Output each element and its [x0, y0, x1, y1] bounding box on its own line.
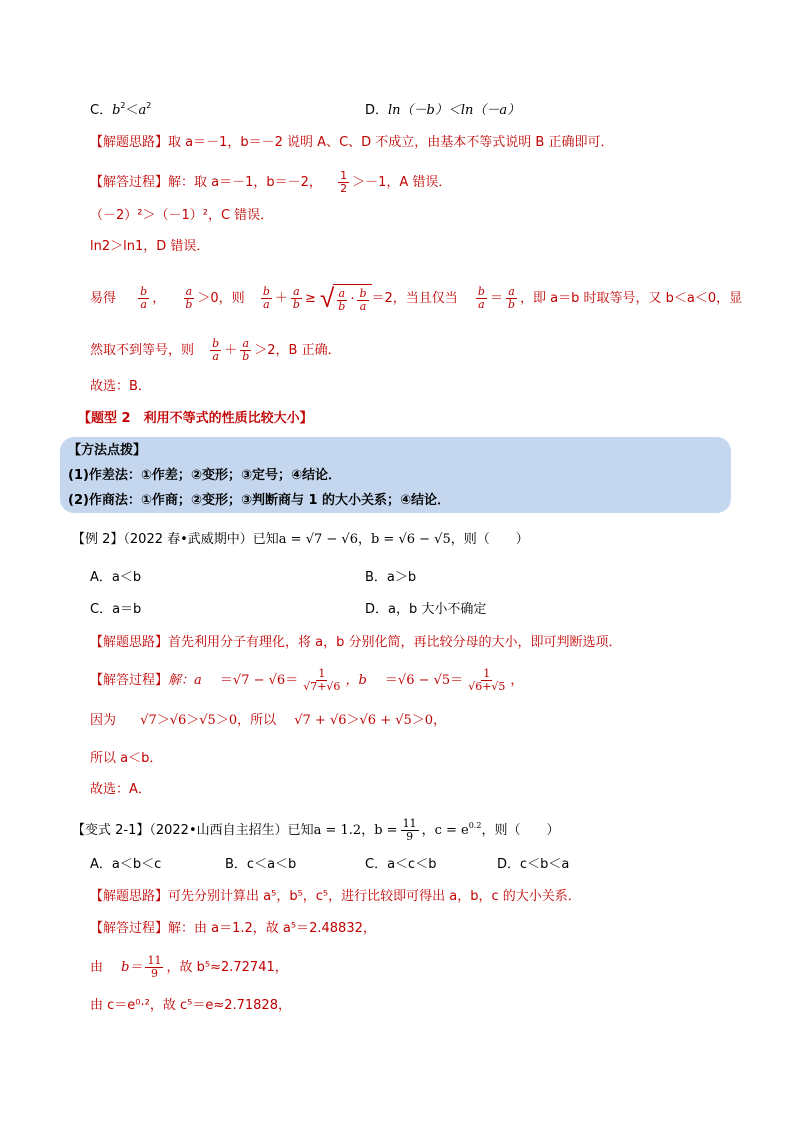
var21-proc-tag: 【解答过程】: [90, 921, 169, 936]
var21-option-a: A．a＜b＜c: [90, 857, 162, 872]
eq-sign: ＝: [489, 291, 503, 306]
var21-idea: [90, 888, 581, 906]
frac-b-over-a-2: $\frac{b}{a}$: [262, 285, 270, 311]
ex1-process-line3: ln2＞ln1，D 错误．: [90, 239, 210, 254]
ex2-idea: [90, 634, 622, 652]
ex2-proc-expr1: ＝√7 − √6＝: [219, 673, 299, 688]
method-item-1: (1)作差法：①作差；②变形；③定号；④结论．: [68, 468, 341, 483]
ex2-cond: a = √7 − √6，b = √6 − √5，则（ ）: [278, 532, 529, 547]
ex2-proc-b: ，b: [345, 673, 367, 688]
option-c-right-base: a: [138, 103, 147, 118]
section-2-title: 【题型 2 利用不等式的性质比较大小】: [78, 411, 313, 426]
ex2-because-mid: √7＞√6＞√5＞0，所以: [140, 713, 277, 728]
ex1-process-line2: （－2）²＞（－1）²，C 错误．: [90, 208, 274, 223]
ex2-because: [90, 712, 446, 730]
idea-tag: 【解题思路】: [90, 135, 169, 150]
ex2-because-tail: √7 + √6＞√6 + √5＞0，: [294, 713, 447, 728]
line4-mid: ＞0，则: [197, 291, 245, 306]
option-c-left-exp: 2: [120, 101, 126, 110]
option-c-row: [90, 102, 151, 120]
ex1-answer: 故选：B．: [90, 379, 151, 394]
var21-proc-line1: [90, 920, 376, 938]
var21-proc-line2: [90, 955, 288, 981]
process-tail: ＞－1，A 错误．: [352, 175, 452, 190]
process-lead: 解：取 a＝－1，b＝－2，: [168, 175, 322, 190]
var21-idea-tag: 【解题思路】: [90, 889, 169, 904]
ex2-question: [72, 531, 529, 549]
sqrt-product: √ $\frac{a}{b}$ · $\frac{b}{a}$: [320, 284, 372, 313]
ex1-process-line1: [90, 170, 451, 195]
var21-option-b: B．c＜a＜b: [225, 857, 297, 872]
frac-a-over-b-4: $\frac{a}{b}$: [242, 337, 250, 363]
ex2-head: 【例 2】（2022 春•武威期中）已知: [72, 532, 279, 547]
var21-line2-tail: ，故 b⁵≈2.72741，: [166, 960, 288, 975]
var21-proc-line3: 由 c＝e⁰·²，故 c⁵＝e≈2.71828，: [90, 998, 291, 1013]
ge-sign: ≥: [304, 291, 316, 306]
option-c-right-exp: 2: [146, 101, 152, 110]
ex2-idea-tag: 【解题思路】: [90, 635, 169, 650]
ex1-process-line4: [90, 284, 742, 313]
var21-cond-b: ，c = e: [421, 823, 469, 838]
frac-b-over-a: $\frac{b}{a}$: [140, 285, 148, 311]
frac-a-over-b-3: $\frac{a}{b}$: [507, 285, 516, 311]
var21-line2-lead: 由: [90, 960, 104, 975]
option-d-row: [365, 102, 520, 120]
ex2-idea-text: 首先利用分子有理化，将 a，b 分别化简，再比较分母的大小，即可判断选项．: [168, 635, 622, 650]
option-c-lt: ＜: [125, 103, 139, 118]
var21-question: [72, 818, 559, 844]
line4-lead: 易得: [90, 291, 117, 306]
option-c-left-base: b: [112, 103, 121, 118]
ex2-option-b: B．a＞b: [365, 570, 417, 585]
var21-proc-line1-text: 解：由 a＝1.2，故 a⁵＝2.48832，: [168, 921, 376, 936]
ex2-proc-a: 解：a: [168, 673, 202, 688]
option-d-label: D．: [365, 103, 389, 118]
line4-tail: ，即 a＝b 时取等号，又 b＜a＜0，显: [520, 291, 743, 306]
process-tag: 【解答过程】: [90, 175, 169, 190]
var21-frac: $\frac{11}{9}$: [402, 817, 417, 843]
line4-sep: ，: [152, 291, 166, 306]
frac-b-over-a-3: $\frac{b}{a}$: [477, 285, 485, 311]
method-box-title: 【方法点拨】: [68, 443, 147, 458]
ex2-proc-end: ，: [510, 673, 524, 688]
ex2-process: [90, 668, 523, 694]
var21-exp: 0.2: [468, 821, 482, 830]
fraction-half: $\frac{1}{2}$: [340, 169, 348, 195]
var21-cond-c: ，则（ ）: [481, 823, 560, 838]
ex2-option-d: D．a，b 大小不确定: [365, 602, 487, 617]
ex2-option-c: C．a＝b: [90, 602, 142, 617]
ex2-option-a: A．a＜b: [90, 570, 142, 585]
plus-sign-2: ＋: [224, 343, 238, 358]
ex1-idea: [90, 134, 613, 152]
ex2-proc-frac2: $\frac{1}{√6+√5}$: [468, 667, 506, 693]
var21-line2-frac: $\frac{11}{9}$: [147, 954, 162, 980]
frac-a-over-b-2: $\frac{a}{b}$: [292, 285, 300, 311]
ex2-proc-frac1: $\frac{1}{√7+√6}$: [303, 667, 341, 693]
var21-idea-text: 可先分别计算出 a⁵，b⁵，c⁵，进行比较即可得出 a，b，c 的大小关系．: [168, 889, 581, 904]
frac-b-over-a-4: $\frac{b}{a}$: [212, 337, 220, 363]
var21-option-c: C．a＜c＜b: [365, 857, 437, 872]
frac-a-over-b: $\frac{a}{b}$: [185, 285, 193, 311]
line5-tail: ＞2，B 正确．: [254, 343, 341, 358]
ex2-proc-expr2: ＝√6 − √5＝: [384, 673, 464, 688]
var21-line2-b: b＝: [121, 960, 143, 975]
ex2-so: 所以 a＜b．: [90, 751, 163, 766]
ex2-proc-tag: 【解答过程】: [90, 673, 169, 688]
line5-lead: 然取不到等号，则: [90, 343, 195, 358]
ex2-because-lead: 因为: [90, 713, 117, 728]
option-d-text: ln（－b）＜ln（－a）: [388, 103, 521, 118]
ex1-process-line5: [90, 338, 341, 364]
line4-equal-two: ＝2，当且仅当: [371, 291, 458, 306]
method-item-2: (2)作商法：①作商；②变形；③判断商与 1 的大小关系；④结论．: [68, 493, 451, 508]
plus-sign: ＋: [274, 291, 288, 306]
ex2-answer: 故选：A．: [90, 782, 151, 797]
idea-text: 取 a＝－1，b＝－2 说明 A、C、D 不成立，由基本不等式说明 B 正确即可．: [168, 135, 614, 150]
var21-option-d: D．c＜b＜a: [497, 857, 570, 872]
option-c-label: C．: [90, 103, 113, 118]
var21-head: 【变式 2-1】（2022•山西自主招生）已知: [72, 823, 314, 838]
var21-cond-a: a = 1.2，b =: [313, 823, 398, 838]
